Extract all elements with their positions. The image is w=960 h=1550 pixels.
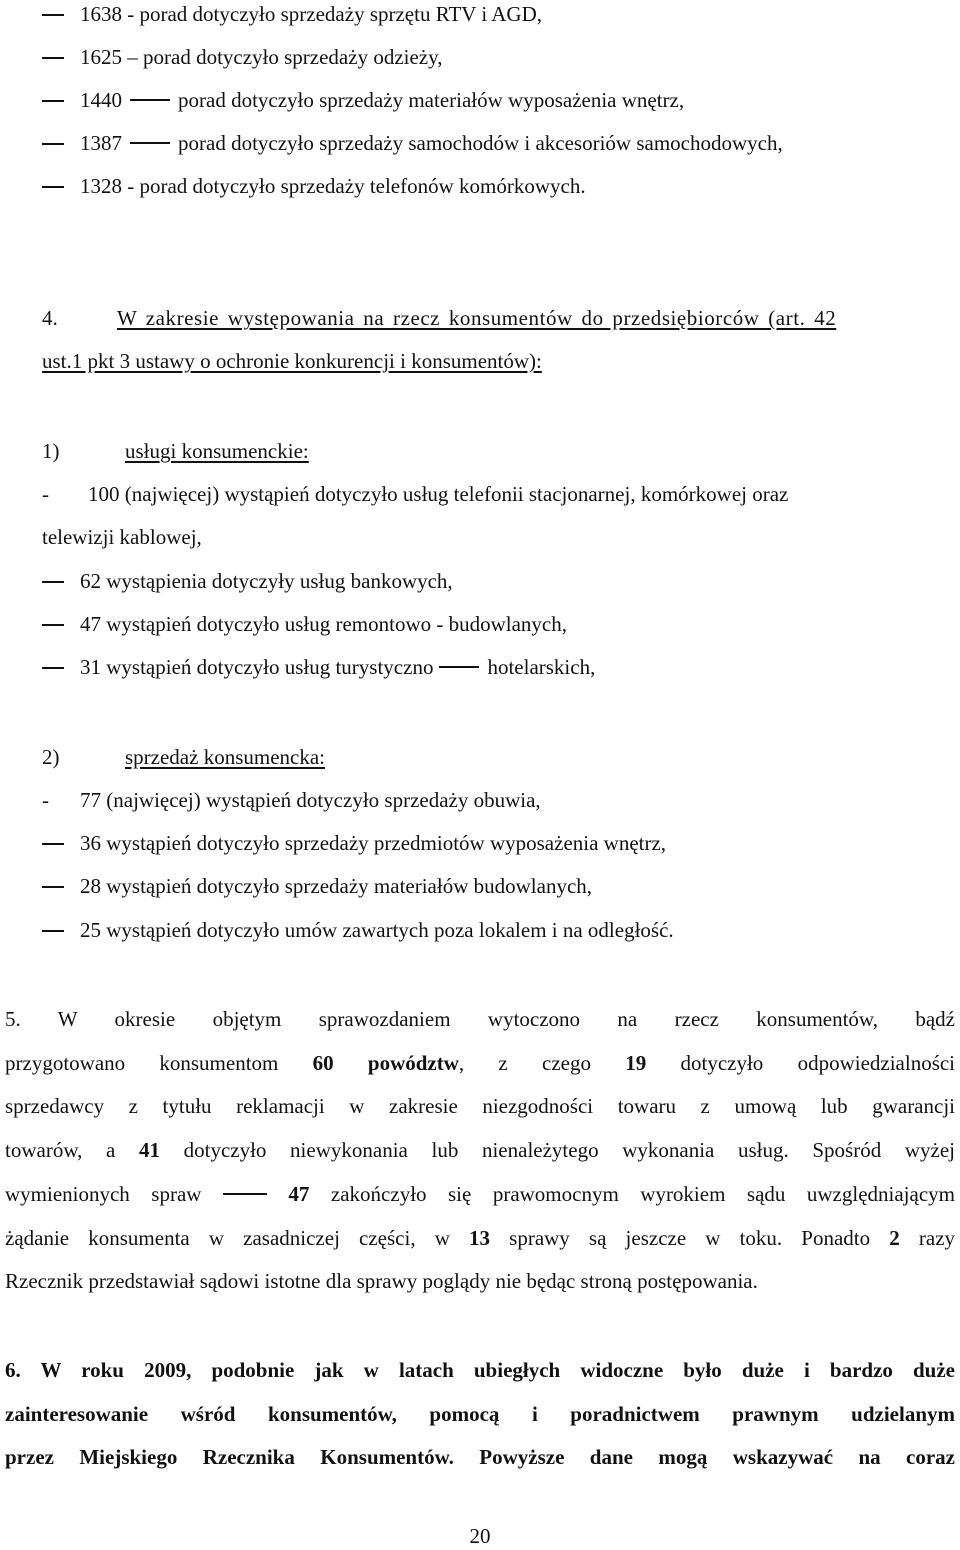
- group-2-number: 2): [42, 745, 60, 769]
- list-dash: [42, 886, 64, 888]
- em-dash: [223, 1193, 267, 1195]
- text-run: dotyczyło niewykonania lub nienależytego wykonania usług. Spośród wyżej: [183, 1138, 956, 1162]
- list-item: [80, 86, 684, 114]
- section-4-heading-line2: ust.1 pkt 3 ustawy o ochronie konkurencji i konsumentów):: [42, 349, 542, 373]
- emphasis: 41: [138, 1138, 160, 1162]
- section-5-line: [5, 1180, 955, 1208]
- text-run: towarów, a: [5, 1138, 116, 1162]
- text-run: zakończyło się prawomocnym wyrokiem sądu uwzględniającym: [330, 1182, 955, 1206]
- section-6-line: zainteresowanie wśród konsumentów, pomocą i poradnictwem prawnym udzielanym: [5, 1402, 955, 1426]
- list-dash: [42, 143, 64, 145]
- text-run: żądanie konsumenta w zasadniczej części, w: [5, 1226, 450, 1250]
- list-item-number: 1387: [80, 131, 122, 155]
- list-item: 47 wystąpień dotyczyło usług remontowo - budowlanych,: [80, 612, 567, 636]
- list-dash: [42, 14, 64, 16]
- list-item-number: 1440: [80, 88, 122, 112]
- list-item-text: hotelarskich,: [487, 655, 596, 679]
- list-dash: [42, 186, 64, 188]
- list-dash: [42, 930, 64, 932]
- list-item: 1328 - porad dotyczyło sprzedaży telefonów komórkowych.: [80, 174, 586, 198]
- em-dash: [439, 666, 479, 668]
- list-item: 62 wystąpienia dotyczyły usług bankowych,: [80, 569, 453, 593]
- list-item: [80, 129, 783, 157]
- list-item: 28 wystąpień dotyczyło sprzedaży materiałów budowlanych,: [80, 874, 593, 898]
- list-dash: [42, 581, 64, 583]
- text-run: sprawy są jeszcze w toku. Ponadto: [509, 1226, 871, 1250]
- section-5-line: sprzedawcy z tytułu reklamacji w zakresie niezgodności towaru z umową lub gwarancji: [5, 1094, 955, 1118]
- text-run: wymienionych spraw: [5, 1182, 202, 1206]
- section-4-number: 4.: [42, 306, 58, 330]
- list-item: 1638 - porad dotyczyło sprzedaży sprzętu RTV i AGD,: [80, 2, 542, 26]
- list-dash: [42, 100, 64, 102]
- list-dash-char: -: [42, 788, 49, 812]
- list-dash: [42, 57, 64, 59]
- section-5-line: [5, 1224, 955, 1252]
- list-item-text: 31 wystąpień dotyczyło usług turystyczno: [80, 655, 434, 679]
- list-item: 25 wystąpień dotyczyło umów zawartych poza lokalem i na odległość.: [80, 918, 674, 942]
- emphasis: 13: [469, 1226, 491, 1250]
- section-5-line: 5. W okresie objętym sprawozdaniem wytoczono na rzecz konsumentów, bądź: [5, 1007, 955, 1031]
- list-item: [80, 653, 595, 681]
- group-1-number: 1): [42, 439, 60, 463]
- em-dash: [130, 142, 170, 144]
- text-run: , z czego: [458, 1051, 591, 1075]
- list-item: 36 wystąpień dotyczyło sprzedaży przedmiotów wyposażenia wnętrz,: [80, 831, 667, 855]
- emphasis: 2: [889, 1226, 900, 1250]
- section-6-line: 6. W roku 2009, podobnie jak w latach ubiegłych widoczne było duże i bardzo duże: [5, 1358, 955, 1382]
- list-dash-char: -: [42, 482, 49, 506]
- list-item: 1625 – porad dotyczyło sprzedaży odzieży,: [80, 45, 443, 69]
- text-run: dotyczyło odpowiedzialności: [680, 1051, 956, 1075]
- page-number: 20: [469, 1524, 491, 1548]
- section-5-line: Rzecznik przedstawiał sądowi istotne dla sprawy poglądy nie będąc stroną postępowania.: [5, 1269, 758, 1293]
- em-dash: [130, 99, 170, 101]
- list-dash: [42, 843, 64, 845]
- group-1-heading: usługi konsumenckie:: [125, 439, 309, 463]
- emphasis: 47: [288, 1182, 310, 1206]
- list-dash: [42, 624, 64, 626]
- list-dash: [42, 667, 64, 669]
- section-5-line: [5, 1136, 955, 1164]
- group-2-heading: sprzedaż konsumencka:: [125, 745, 326, 769]
- section-5-line: [5, 1049, 955, 1077]
- list-item: 100 (najwięcej) wystąpień dotyczyło usług telefonii stacjonarnej, komórkowej oraz: [88, 482, 789, 506]
- emphasis: 19: [625, 1051, 647, 1075]
- emphasis: 60 powództw: [312, 1051, 459, 1075]
- list-item-continuation: telewizji kablowej,: [42, 525, 202, 549]
- text-run: przygotowano konsumentom: [5, 1051, 279, 1075]
- list-item: 77 (najwięcej) wystąpień dotyczyło sprzedaży obuwia,: [80, 788, 541, 812]
- list-item-text: porad dotyczyło sprzedaży samochodów i akcesoriów samochodowych,: [178, 131, 783, 155]
- list-item-text: porad dotyczyło sprzedaży materiałów wyposażenia wnętrz,: [178, 88, 685, 112]
- section-4-heading-line1: W zakresie występowania na rzecz konsumentów do przedsiębiorców (art. 42: [117, 306, 837, 330]
- text-run: razy: [918, 1226, 956, 1250]
- section-6-line: przez Miejskiego Rzecznika Konsumentów. Powyższe dane mogą wskazywać na coraz: [5, 1445, 955, 1469]
